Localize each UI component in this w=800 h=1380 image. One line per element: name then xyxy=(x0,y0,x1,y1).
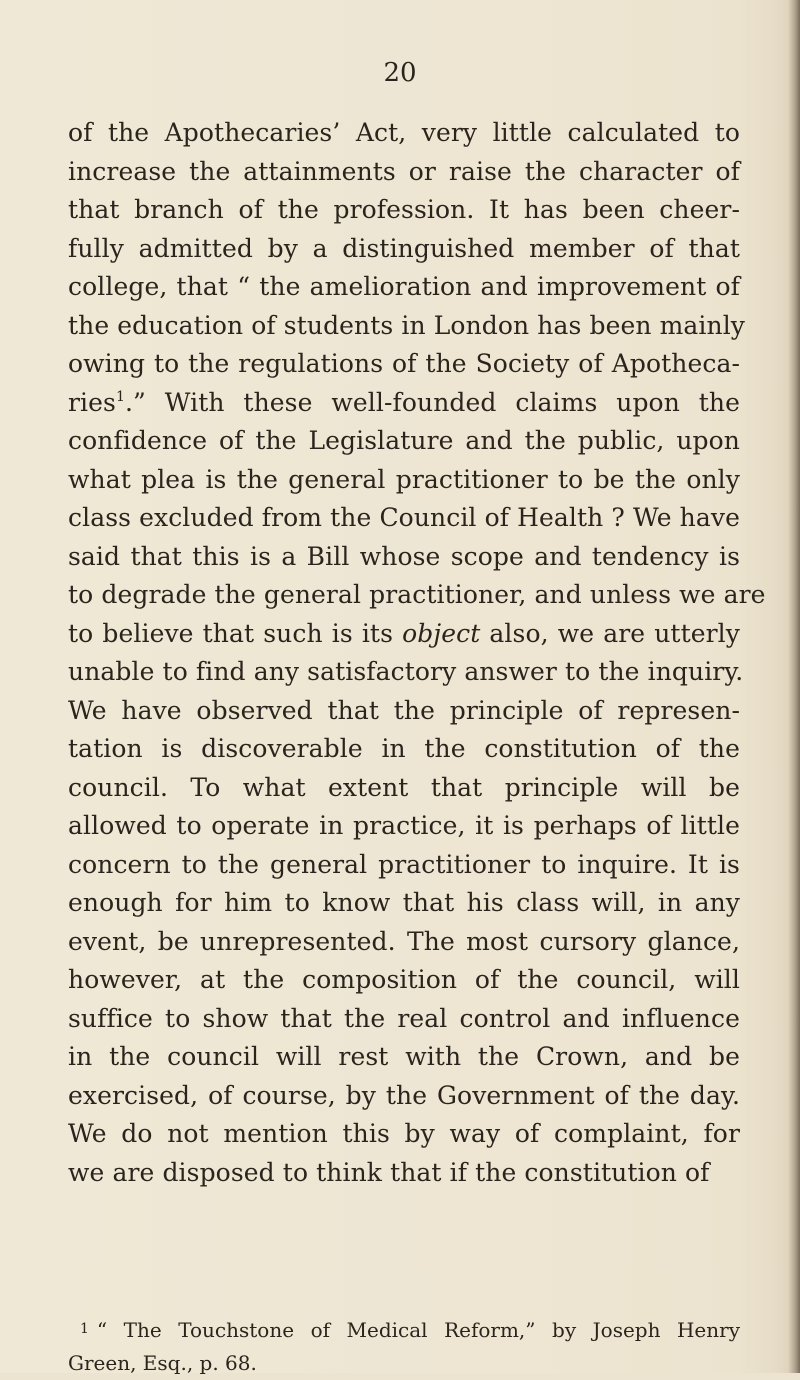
text-line xyxy=(68,730,740,769)
text-segment: owing to the regulations of the Society of Apotheca- xyxy=(68,349,740,378)
text-line xyxy=(68,114,740,153)
text-segment: suffice to show that the real control and influence xyxy=(68,1003,740,1033)
text-line xyxy=(68,307,746,346)
text-line xyxy=(68,1077,740,1116)
footnote-text: “ The Touchstone of Medical Reform,” by Joseph Henry xyxy=(96,1318,740,1342)
text-line xyxy=(68,1154,740,1193)
text-line xyxy=(68,268,740,307)
text-line xyxy=(68,230,740,269)
text-segment: We do not mention this by way of complaint, for xyxy=(68,1119,740,1148)
text-segment: council. To what extent that principle will be xyxy=(68,772,740,802)
text-line xyxy=(68,1115,740,1154)
text-segment: to believe that such is its xyxy=(68,618,403,648)
text-segment: event, be unrepresented. The most cursory glance, xyxy=(68,926,740,956)
text-line xyxy=(68,384,740,423)
text-segment: that branch of the profession. It has been cheer- xyxy=(68,195,740,224)
text-line xyxy=(68,1038,740,1077)
footnote xyxy=(68,1312,740,1380)
text-segment: class excluded from the Council of Health ? We have xyxy=(68,503,740,532)
text-line xyxy=(68,923,740,962)
text-line xyxy=(68,692,740,731)
footnote-line xyxy=(58,1312,740,1346)
body-text xyxy=(68,114,766,1192)
text-segment: allowed to operate in practice, it is perhaps of little xyxy=(68,811,740,840)
text-segment: increase the attainments or raise the character of xyxy=(68,156,740,186)
text-segment: concern to the general practitioner to inquire. It is xyxy=(68,849,740,879)
text-line xyxy=(68,345,740,384)
text-line xyxy=(68,884,740,923)
text-segment: of the Apothecaries’ Act, very little calculated to xyxy=(68,118,740,147)
emphasis-text: object xyxy=(402,618,481,648)
text-segment: to degrade the general practitioner, and unless we are xyxy=(68,580,766,609)
footnote-reference: 1 xyxy=(115,388,125,405)
text-segment: exercised, of course, by the Government of the day. xyxy=(68,1080,740,1110)
page-number: 20 xyxy=(383,58,417,88)
text-segment: unable to find any satisfactory answer to the inquiry. xyxy=(68,657,744,686)
text-segment: also, we are utterly xyxy=(480,618,740,648)
text-line xyxy=(68,846,740,885)
text-segment: college, that “ the amelioration and improvement of xyxy=(68,272,740,301)
text-line xyxy=(68,538,740,577)
text-line xyxy=(68,807,740,846)
text-segment: in the council will rest with the Crown, and be xyxy=(68,1042,740,1071)
text-line xyxy=(68,576,766,615)
text-segment: confidence of the Legislature and the public, upon xyxy=(68,426,740,455)
text-segment: what plea is the general practitioner to be the only xyxy=(68,464,740,494)
text-segment: we are disposed to think that if the constitution of xyxy=(68,1157,710,1187)
text-segment: ries xyxy=(68,387,116,417)
footnote-line: Green, Esq., p. 68. xyxy=(68,1351,257,1375)
text-segment: enough for him to know that his class will, in any xyxy=(68,888,740,917)
text-line xyxy=(68,461,740,500)
text-segment: tation is discoverable in the constitution of the xyxy=(68,734,740,763)
text-line xyxy=(68,153,740,192)
text-segment: however, at the composition of the council, will xyxy=(68,965,740,994)
text-line xyxy=(68,191,740,230)
footnote-mark: 1 xyxy=(80,1321,89,1337)
text-segment: the education of students in London has been mainly xyxy=(68,310,746,340)
text-segment: .” With these well-founded claims upon the xyxy=(125,387,740,417)
text-line xyxy=(68,499,740,538)
text-segment: We have observed that the principle of represen- xyxy=(68,695,740,725)
text-segment: fully admitted by a distinguished member of that xyxy=(68,233,740,263)
text-line xyxy=(68,422,740,461)
text-line xyxy=(68,769,740,808)
page-edge-shadow xyxy=(788,0,800,1373)
text-line xyxy=(68,615,740,654)
text-segment: said that this is a Bill whose scope and tendency is xyxy=(68,541,740,571)
text-line xyxy=(68,1000,740,1039)
text-line xyxy=(68,961,740,1000)
text-line xyxy=(68,653,744,692)
